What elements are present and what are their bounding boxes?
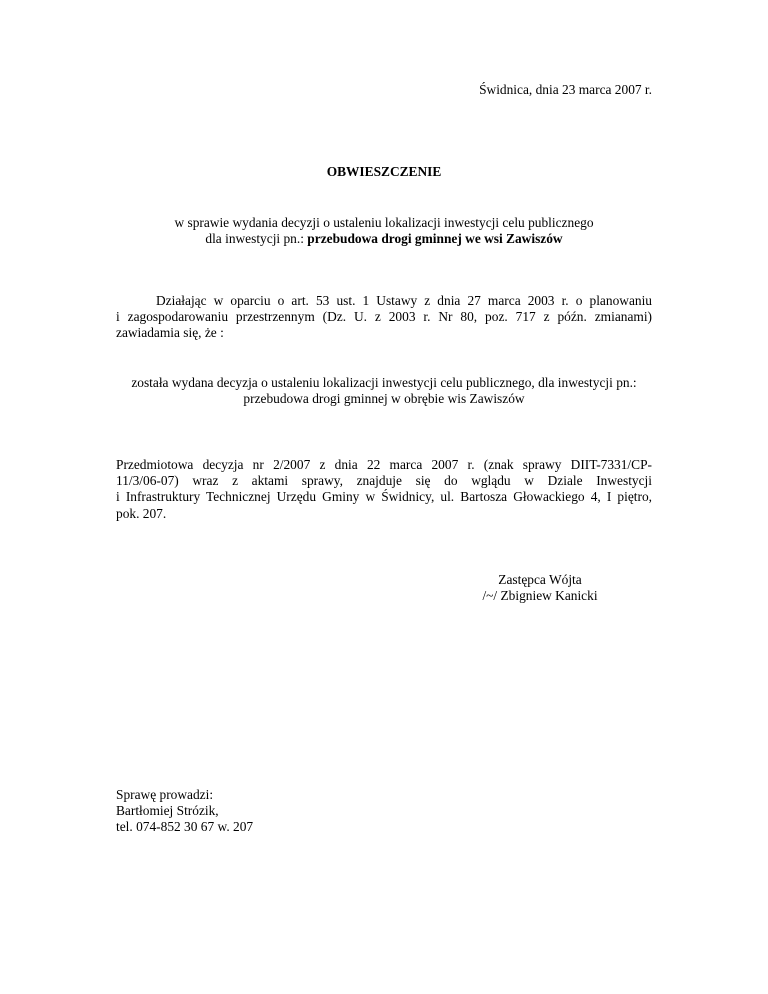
legal-basis-paragraph bbox=[116, 293, 652, 342]
decision-line-1: Przedmiotowa decyzja nr 2/2007 z dnia 22 marca 2007 r. (znak sprawy DIIT-7331/CP- bbox=[116, 457, 652, 472]
contact-name: Bartłomiej Strózik, bbox=[116, 803, 219, 819]
signature-name: /~/ Zbigniew Kanicki bbox=[482, 588, 598, 604]
legal-basis-line-1: Działając w oparciu o art. 53 ust. 1 Ustawy z dnia 27 marca 2003 r. o planowaniu bbox=[156, 293, 652, 308]
contact-phone: tel. 074-852 30 67 w. 207 bbox=[116, 819, 254, 835]
subject-line-2 bbox=[116, 231, 652, 247]
legal-basis-line-2: i zagospodarowaniu przestrzennym (Dz. U. z 2003 r. Nr 80, poz. 717 z późn. zmianami) bbox=[116, 309, 652, 325]
date-line: Świdnica, dnia 23 marca 2007 r. bbox=[479, 82, 652, 97]
signature-role: Zastępca Wójta bbox=[498, 572, 582, 587]
decision-line-4: pok. 207. bbox=[116, 505, 167, 521]
announcement-line-2: przebudowa drogi gminnej w obrębie wis Zawiszów bbox=[243, 391, 525, 407]
decision-line-3: i Infrastruktury Technicznej Urzędu Gminy w Świdnicy, ul. Bartosza Głowackiego 4, I piętro, bbox=[116, 489, 652, 505]
document-subject bbox=[116, 215, 652, 247]
announcement-line-1: została wydana decyzja o ustaleniu lokalizacji inwestycji celu publicznego, dla inwestycji pn.: bbox=[131, 375, 637, 390]
decision-line-2: 11/3/06-07) wraz z aktami sprawy, znajduje się do wglądu w Dziale Inwestycji bbox=[116, 473, 652, 489]
subject-investment-name: przebudowa drogi gminnej we wsi Zawiszów bbox=[307, 231, 563, 247]
contact-block bbox=[116, 787, 652, 836]
announcement-paragraph bbox=[116, 375, 652, 407]
document-title: OBWIESZCZENIE bbox=[326, 164, 442, 179]
signature-block bbox=[460, 572, 620, 604]
legal-basis-line-3: zawiadamia się, że : bbox=[116, 325, 224, 341]
subject-line-2-prefix: dla inwestycji pn.: bbox=[205, 231, 308, 247]
decision-paragraph bbox=[116, 457, 652, 522]
subject-line-1: w sprawie wydania decyzji o ustaleniu lokalizacji inwestycji celu publicznego bbox=[174, 215, 594, 230]
contact-label: Sprawę prowadzi: bbox=[116, 787, 214, 802]
